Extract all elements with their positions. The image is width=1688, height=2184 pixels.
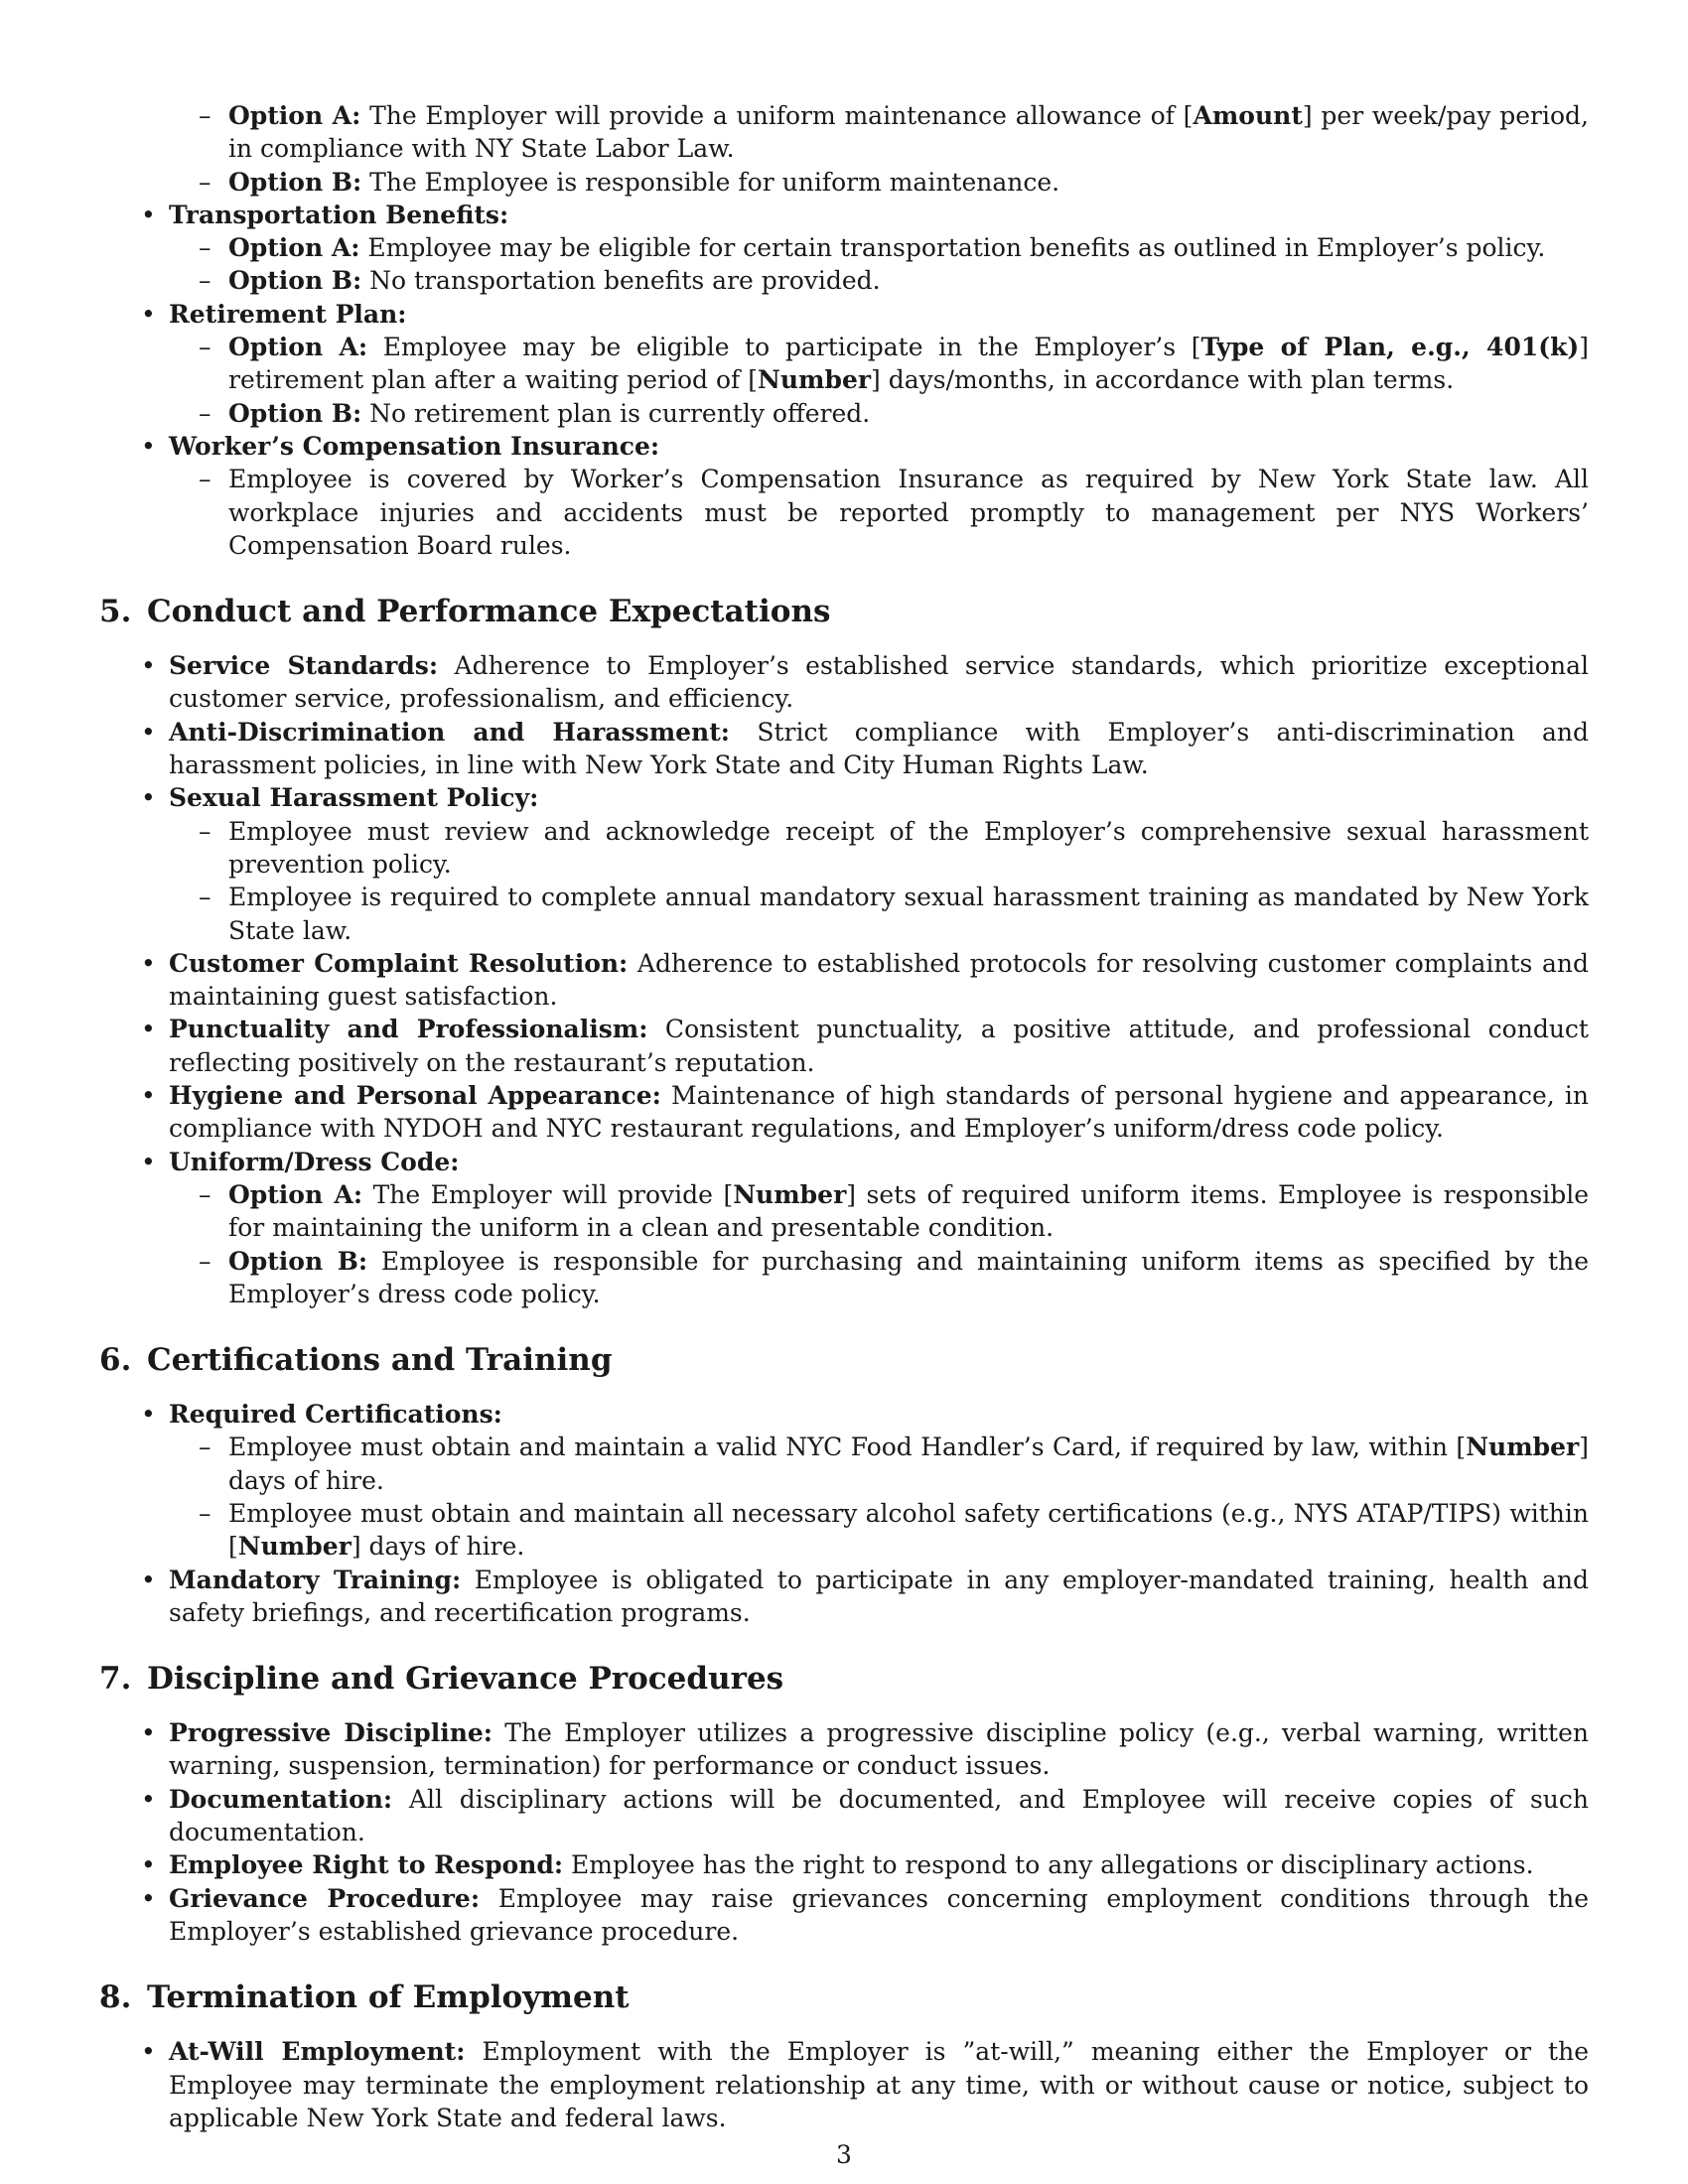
sub-item-text: ] days of hire. [228, 1433, 1589, 1495]
item-label: Required Certifications: [169, 1400, 502, 1430]
sub-list [169, 331, 1589, 430]
list-item [169, 2035, 1589, 2134]
list-item [169, 1882, 1589, 1949]
section-5 [99, 592, 1589, 1310]
page-number: 3 [836, 2140, 852, 2169]
sub-list [169, 815, 1589, 947]
sub-item-text: Employee must review and acknowledge receipt of the Employer’s comprehensive sexual harassment prevention policy. [228, 816, 1589, 879]
placeholder-field: Number [1466, 1433, 1580, 1462]
section-list [99, 2035, 1589, 2134]
sub-item-text: ] retirement plan after a waiting period of [ [228, 333, 1589, 395]
sub-item-text: ] days of hire. [351, 1532, 525, 1562]
sub-item-text: ] sets of required uniform items. Employee is responsible for maintaining the uniform in a clean and presentable condition. [228, 1179, 1589, 1243]
section-title: Discipline and Grievance Procedures [147, 1661, 784, 1698]
sub-item-text: The Employer will provide a uniform maintenance allowance of [ [360, 101, 1194, 130]
list-item [169, 298, 1589, 430]
sub-item-text: Employee may be eligible to participate in the Employer’s [ [367, 333, 1201, 362]
item-text: Employee is obligated to participate in any employer-mandated training, health and safety briefings, and recertification programs. [169, 1565, 1590, 1627]
item-label: Anti-Discrimination and Harassment: [169, 717, 731, 747]
sub-list [169, 463, 1589, 562]
sub-list-item [228, 331, 1589, 397]
sub-item-text: Employee is covered by Worker’s Compensation Insurance as required by New York State law. All workplace injuries and accidents must be reported promptly to management per NYS Workers’ Compensation Board rules. [228, 465, 1589, 560]
item-label: Grievance Procedure: [169, 1883, 481, 1913]
list-item [169, 1013, 1589, 1079]
sub-list-item [228, 1245, 1589, 1311]
section-number: 8. [99, 1979, 132, 2016]
list-item [169, 430, 1589, 562]
section-title: Conduct and Performance Expectations [147, 594, 831, 630]
sub-list [169, 1178, 1589, 1310]
placeholder-field: Number [733, 1179, 847, 1209]
sub-list [169, 99, 1589, 199]
section-heading [99, 1340, 1589, 1380]
item-text: Maintenance of high standards of personal hygiene and appearance, in compliance with NYDOH and NYC restaurant regulations, and Employer’s uniform/dress code policy. [169, 1081, 1589, 1144]
section-title: Certifications and Training [147, 1342, 613, 1379]
item-label: Service Standards: [169, 651, 439, 681]
sub-list-item [228, 166, 1589, 199]
sub-list-item [228, 815, 1589, 882]
item-label: Customer Complaint Resolution: [169, 948, 629, 978]
sub-item-text: The Employee is responsible for uniform maintenance. [361, 167, 1060, 197]
item-text: Employment with the Employer is ”at-will,” meaning either the Employer or the Employee may terminate the employment relationship at any time, with or without cause or notice, subject to applicable New York State and federal laws. [169, 2037, 1589, 2132]
sub-item-label: Option A: [228, 101, 361, 130]
sub-item-label: Option B: [228, 167, 362, 197]
section-list [99, 1398, 1589, 1629]
item-text: Employee may raise grievances concerning employment conditions through the Employer’s established grievance procedure. [169, 1883, 1589, 1946]
placeholder-field: Number [757, 365, 872, 395]
item-text: Employee has the right to respond to any allegations or disciplinary actions. [563, 1850, 1534, 1880]
item-label: Uniform/Dress Code: [169, 1147, 460, 1176]
section-6 [99, 1340, 1589, 1629]
list-item [169, 716, 1589, 782]
sub-item-text: No retirement plan is currently offered. [361, 398, 871, 428]
item-label: Sexual Harassment Policy: [169, 783, 539, 813]
list-item [169, 199, 1589, 298]
section-number: 6. [99, 1342, 132, 1379]
placeholder-field: Amount [1193, 101, 1303, 130]
sub-list-item [228, 1178, 1589, 1245]
sub-list-item [228, 99, 1589, 166]
list-item [169, 947, 1589, 1014]
sub-item-text: ] per week/pay period, in compliance with NY State Labor Law. [228, 101, 1590, 164]
list-item [169, 1848, 1589, 1881]
section-list [99, 649, 1589, 1310]
list-item [169, 1398, 1589, 1563]
sub-item-text: ] days/months, in accordance with plan terms. [871, 365, 1455, 395]
list-item [169, 1146, 1589, 1310]
section-heading [99, 592, 1589, 631]
section-number: 5. [99, 594, 132, 630]
item-label: Worker’s Compensation Insurance: [169, 431, 660, 461]
sub-item-text: The Employer will provide [ [362, 1179, 734, 1209]
list-item [169, 99, 1589, 199]
sub-list-item [228, 881, 1589, 947]
item-text: Adherence to established protocols for resolving customer complaints and maintaining guest satisfaction. [169, 948, 1589, 1012]
item-label: Progressive Discipline: [169, 1718, 493, 1748]
sub-list-item [228, 1497, 1589, 1564]
sub-item-text: Employee is required to complete annual mandatory sexual harassment training as mandated by New York State law. [228, 883, 1589, 945]
sub-item-text: Employee may be eligible for certain transportation benefits as outlined in Employer’s policy. [359, 233, 1546, 263]
list-item [169, 1079, 1589, 1146]
sub-list-item [228, 397, 1589, 430]
benefits-list-continued [99, 99, 1589, 562]
section-list [99, 1716, 1589, 1948]
item-label: Hygiene and Personal Appearance: [169, 1081, 661, 1111]
item-label: Transportation Benefits: [169, 200, 509, 229]
item-label: Documentation: [169, 1784, 393, 1814]
sub-item-text: No transportation benefits are provided. [361, 266, 881, 296]
sub-item-label: Option A: [228, 333, 368, 362]
sub-item-label: Option B: [228, 398, 362, 428]
sub-item-label: Option B: [228, 1246, 368, 1276]
item-text: All disciplinary actions will be documented, and Employee will receive copies of such documentation. [169, 1784, 1589, 1847]
list-item [169, 781, 1589, 946]
item-label: Employee Right to Respond: [169, 1850, 564, 1880]
item-label: Mandatory Training: [169, 1565, 462, 1594]
sub-item-label: Option A: [228, 1179, 363, 1209]
section-heading [99, 1659, 1589, 1699]
list-item [169, 1716, 1589, 1783]
section-number: 7. [99, 1661, 132, 1698]
placeholder-field: Number [237, 1532, 352, 1562]
document-body [99, 99, 1589, 2134]
item-label: Retirement Plan: [169, 299, 407, 329]
list-item [169, 1783, 1589, 1849]
item-label: At-Will Employment: [169, 2037, 466, 2067]
sub-list-item [228, 463, 1589, 562]
sub-item-text: Employee is responsible for purchasing and maintaining uniform items as specified by the Employer’s dress code policy. [228, 1246, 1589, 1308]
item-text: The Employer utilizes a progressive discipline policy (e.g., verbal warning, written warning, suspension, termination) for performance or conduct issues. [169, 1718, 1589, 1781]
section-7 [99, 1659, 1589, 1948]
list-item [169, 649, 1589, 716]
item-text: Consistent punctuality, a positive attitude, and professional conduct reflecting positively on the restaurant’s reputation. [169, 1015, 1589, 1077]
sub-list-item [228, 231, 1589, 264]
sections-container [99, 592, 1589, 2134]
section-heading [99, 1978, 1589, 2017]
sub-item-label: Option B: [228, 266, 362, 296]
placeholder-field: Type of Plan, e.g., 401(k) [1200, 333, 1580, 362]
sub-list [169, 1431, 1589, 1563]
section-title: Termination of Employment [147, 1979, 630, 2016]
list-item [169, 1564, 1589, 1630]
item-text: Strict compliance with Employer’s anti-discrimination and harassment policies, in line with New York State and City Human Rights Law. [169, 717, 1589, 780]
sub-item-text: Employee must obtain and maintain all necessary alcohol safety certifications (e.g., NYS ATAP/TIPS) within [ [228, 1498, 1589, 1562]
sub-item-text: Employee must obtain and maintain a valid NYC Food Handler’s Card, if required by law, within [ [228, 1433, 1467, 1462]
item-label: Punctuality and Professionalism: [169, 1015, 648, 1044]
sub-list-item [228, 1431, 1589, 1497]
sub-item-label: Option A: [228, 233, 360, 263]
section-8 [99, 1978, 1589, 2134]
sub-list [169, 231, 1589, 298]
sub-list-item [228, 264, 1589, 297]
item-text: Adherence to Employer’s established service standards, which prioritize exceptional customer service, professionalism, and efficiency. [169, 651, 1589, 714]
